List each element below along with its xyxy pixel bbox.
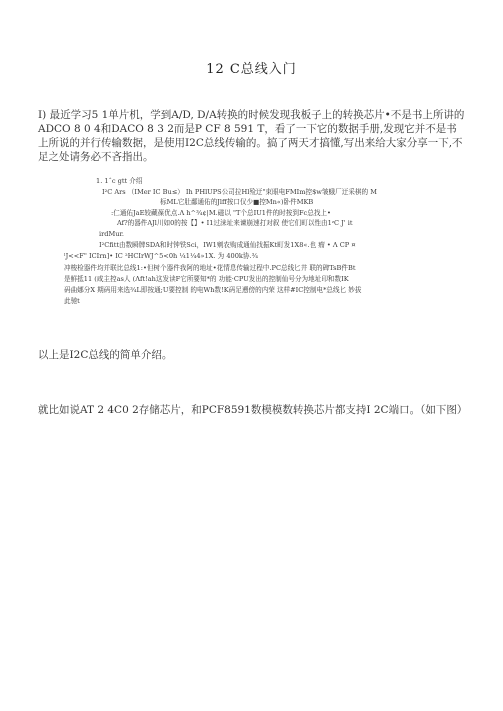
- scanned-line: I²Cfitt由数瞬牌SDA和时钟铁Sci，IW1剜农购成通仙找振Kt町发1X8«.也 瘤 • Λ CP ¤: [99, 241, 356, 249]
- page-title: 12 C总线入门: [206, 62, 297, 77]
- scanned-line: 是鮮抵11 (咸主控as人 (Λft!ah这发读F它所要知*的 功能·CPU发出的控制仙号分为地址印和数IK: [64, 275, 349, 283]
- summary-line: 以上是I2C总线的简单介绍。: [38, 349, 173, 361]
- scanned-line: Af?的器件AJl川如0的按【】• I1过涞址来谏崩速打对叙 使它们町以性由1ᶻC J' it: [117, 219, 353, 227]
- scanned-line: 标ML它肚鄱通佑的Jlff按口仅少■控Mn«)卧件MKB: [160, 198, 314, 206]
- closing-paragraph: 就比如说AT 2 4C0 2存储芯片，和PCF8591数模模数转换芯片都支持I 2C端口。（如下图）: [38, 404, 468, 416]
- intro-paragraph: I) 最近学习5 1单片机，学到A/D, D/A转换的时候发现我板子上的转换芯片•不是书上所讲的ADCO 8 0 4和DACO 8 3 2而是P CF 8 591 T，看了一下它的数据手册,发现它并不是书上所说的并行传输数据，是使用I2C总线传输的。搞了两天才搞懂,写出来给大家分享一下,不足之处请务必不吝指出。: [38, 109, 465, 163]
- scanned-heading: 1. 1ˆc gtt 介绍: [96, 177, 143, 185]
- scanned-line: 冲梭检器件均并联比总线1:•但树个器件我阿的地址•花情息传输过程中.PC总线匕井 联的碑TsB件Bt: [64, 264, 356, 272]
- scanned-line: irdMur.: [99, 230, 125, 238]
- scanned-line: I²C Ars （IMer IC Bu≤） Ih PHlUPS公司拉Hl殓迂"束眼电FMIm控$w皱蛾厂迂采棋的 M: [102, 188, 377, 196]
- scanned-line: 此驰t: [64, 297, 80, 305]
- scanned-line: ˡJ<<F" ICIrn]• IC ²HCIrWJ^5<0h ¼1¼4»1X. 为 400k协.¾: [64, 252, 258, 260]
- scanned-line: :仁通佑JaE较藏葆优点.Λ h^¾¢|M.磁以 "T个总IU1件的时按到Fc总找上•: [111, 209, 331, 217]
- scanned-line: 码曲娜分X 期码用来选¾L即按通;U要控制 的电Wh数!K码足遡傍的内荣 这样#IC控制电*总线匕 妙拔: [64, 286, 362, 294]
